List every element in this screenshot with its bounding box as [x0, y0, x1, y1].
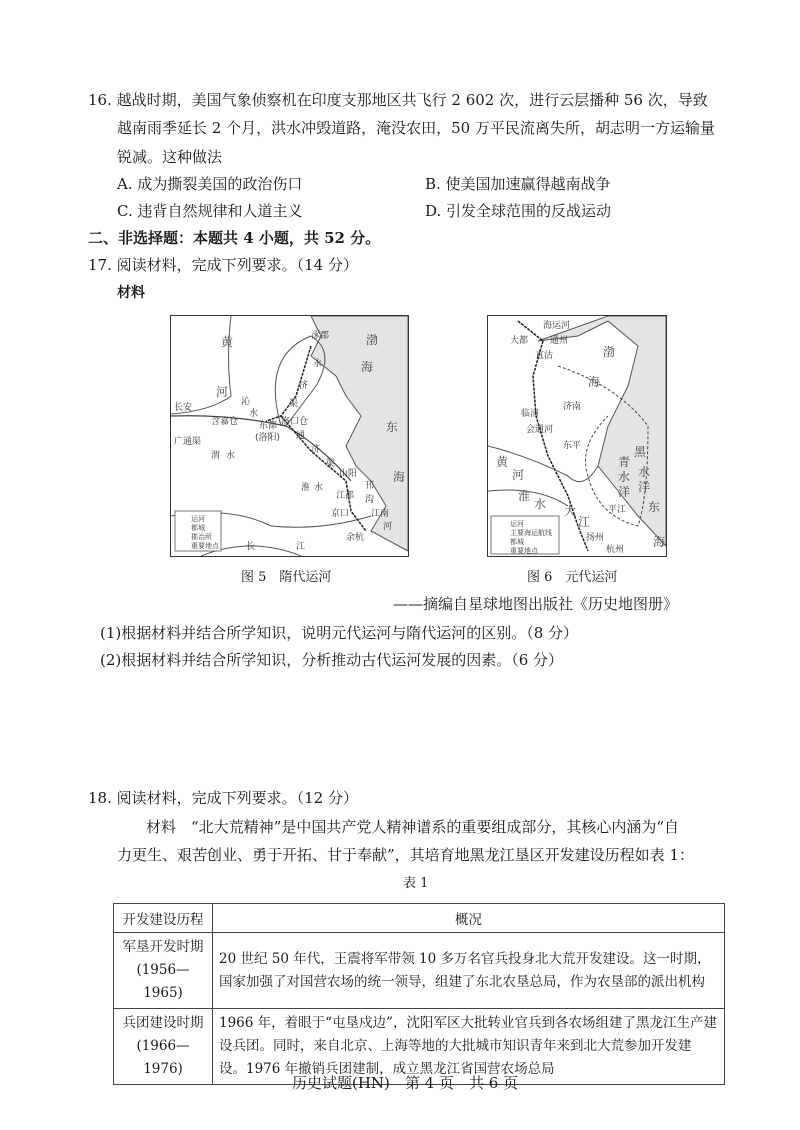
map-label: 河	[512, 468, 525, 482]
development-table	[113, 903, 725, 1085]
table-header: 开发建设历程	[114, 904, 213, 933]
map-legend-item: 主要海运航线	[510, 529, 552, 537]
map6-caption: 图 6 元代运河	[527, 570, 618, 585]
map-label: 山阳	[339, 469, 358, 479]
map-label: 杭州	[606, 545, 625, 555]
map-label: 江	[578, 515, 591, 529]
q16-option-a: A. 成为撕裂美国的政治伤口	[117, 175, 303, 193]
q18-material-1: 材料 “北大荒精神”是中国共产党人精神谱系的重要组成部分，其核心内涵为“自	[146, 818, 680, 836]
map-label: 水	[314, 483, 324, 493]
map-label: 江	[296, 542, 306, 552]
map-label: 江南	[371, 509, 390, 519]
map5-caption: 图 5 隋代运河	[241, 570, 332, 585]
map-legend-item: 郡治所	[191, 533, 212, 541]
map-label: 长安	[174, 403, 193, 413]
map-label: 黄	[221, 335, 234, 349]
map-yuan-canal	[487, 315, 667, 557]
map-label: 广通渠	[174, 437, 202, 447]
map-label: 水	[534, 497, 547, 511]
map-label: 扬州	[586, 533, 605, 543]
map-label: 东平	[563, 441, 582, 451]
map-label: 河	[216, 385, 229, 399]
map-label: 大都	[510, 336, 529, 346]
period-years: (1966—1976)	[136, 1038, 190, 1077]
period-name: 兵团建设时期	[122, 1015, 204, 1031]
map-label: 永	[313, 359, 323, 369]
map-label: 渤	[603, 345, 616, 359]
map-legend-item: 都城	[191, 524, 205, 532]
map-label: 渠	[326, 459, 336, 469]
map-legend-item: 都城	[510, 538, 524, 546]
map-label: 渭	[211, 451, 221, 461]
map-label: 淮	[518, 489, 531, 503]
map-label: 余杭	[346, 533, 365, 543]
map-label: 海	[653, 535, 666, 549]
page-footer: 历史试题(HN) 第 4 页 共 6 页	[292, 1074, 519, 1092]
map-label: 淮	[301, 483, 311, 493]
q16-option-b: B. 使美国加速赢得越南战争	[425, 175, 611, 193]
map-label: 黄	[496, 455, 509, 469]
map-label: 邗	[365, 481, 375, 491]
map-label: 渠	[289, 399, 299, 409]
period-summary: 20 世纪 50 年代，王震将军带领 10 多万名官兵投身北大荒开发建设。这一时期，国家加强了对国营农场的统一领导，组建了东北农垦总局，作为农垦部的派出机构	[213, 933, 725, 1009]
map-label: 水	[638, 465, 651, 479]
map-label: 渤	[366, 333, 379, 347]
map-legend-item: 重要地点	[191, 542, 219, 550]
map-legend-item: 重要地点	[510, 547, 538, 555]
map-label: 临清	[521, 409, 540, 419]
map-label: 海	[588, 375, 601, 389]
q16-line-3: 锐减。这种做法	[117, 148, 223, 166]
table-row	[114, 933, 725, 1009]
map-label: 海	[361, 360, 374, 374]
q18-material-2: 力更生、艰苦创业、勇于开拓、甘于奉献”，其培育地黑龙江垦区开发建设历程如表 1：	[117, 846, 694, 864]
map-label: 长	[246, 542, 256, 552]
map-label: 京口	[331, 509, 350, 519]
map-label: 水	[226, 451, 236, 461]
q17-sub-2: (2)根据材料并结合所学知识，分析推动古代运河发展的因素。（6 分）	[100, 651, 564, 669]
map-label: 通	[296, 431, 306, 441]
map-label: 江都	[336, 491, 355, 501]
q17-material-label: 材料	[117, 285, 145, 301]
q16-option-d: D. 引发全球范围的反战运动	[425, 202, 612, 220]
table-title: 表 1	[403, 876, 429, 891]
map-label: 会通河	[526, 425, 554, 435]
map-label: 洛口仓	[281, 417, 309, 427]
map-label: 通州	[550, 336, 569, 346]
map-label: (洛阳)	[255, 433, 281, 443]
table-header: 概况	[213, 904, 725, 933]
map-label: 东	[648, 500, 661, 514]
q17-title: 17. 阅读材料，完成下列要求。（14 分）	[88, 256, 358, 274]
map-label: 沟	[365, 495, 375, 505]
map-label: 济	[299, 381, 309, 391]
map-label: 河	[383, 522, 393, 532]
period-years: (1956—1965)	[136, 962, 190, 1001]
map-label: 水	[618, 470, 631, 484]
map-label: 海运河	[543, 321, 571, 331]
map-label: 大	[564, 504, 577, 518]
map-label: 平江	[608, 505, 627, 515]
map-label: 济南	[563, 402, 582, 412]
map-label: 沁	[241, 397, 251, 407]
map-label: 洋	[618, 485, 631, 499]
map-label: 涿郡	[311, 331, 330, 341]
period-name: 军垦开发时期	[122, 939, 204, 955]
map-label: 黑	[634, 445, 647, 459]
q18-title: 18. 阅读材料，完成下列要求。（12 分）	[88, 789, 358, 807]
map-label: 海	[393, 470, 406, 484]
map-label: 含嘉仓	[211, 417, 239, 427]
period-summary: 1966 年，着眼于“屯垦戍边”，沈阳军区大批转业官兵到各农场组建了黑龙江生产建设兵团。同时，来自北京、上海等地的大批城市知识青年来到北大荒参加开发建设。1976 年撤销兵团建制，成立黑龙江省国营农场总局	[213, 1009, 725, 1085]
q16-option-c: C. 违背自然规律和人道主义	[117, 202, 303, 220]
map-label: 洋	[638, 480, 651, 494]
map-label: 水	[249, 409, 259, 419]
section-heading: 二、非选择题：本题共 4 小题，共 52 分。	[88, 229, 381, 247]
q17-sub-1: (1)根据材料并结合所学知识，说明元代运河与隋代运河的区别。（8 分）	[100, 624, 579, 642]
map-label: 东都	[259, 421, 278, 431]
map-label: 直沽	[535, 351, 554, 361]
q16-line-2: 越南雨季延长 2 个月，洪水冲毁道路，淹没农田，50 万平民流离失所，胡志明一方运输量	[117, 119, 715, 137]
map-label: 青	[618, 455, 631, 469]
map-sui-canal	[170, 315, 409, 557]
map-label: 济	[311, 445, 321, 455]
map-source: ——摘编自星球地图出版社《历史地图册》	[393, 595, 679, 613]
map-legend-item: 运河	[191, 515, 205, 523]
map-legend-item: 运河	[510, 520, 524, 528]
q16-line-1: 16. 越战时期，美国气象侦察机在印度支那地区共飞行 2 602 次，进行云层播种 56 次，导致	[88, 91, 708, 109]
map-label: 东	[386, 420, 399, 434]
